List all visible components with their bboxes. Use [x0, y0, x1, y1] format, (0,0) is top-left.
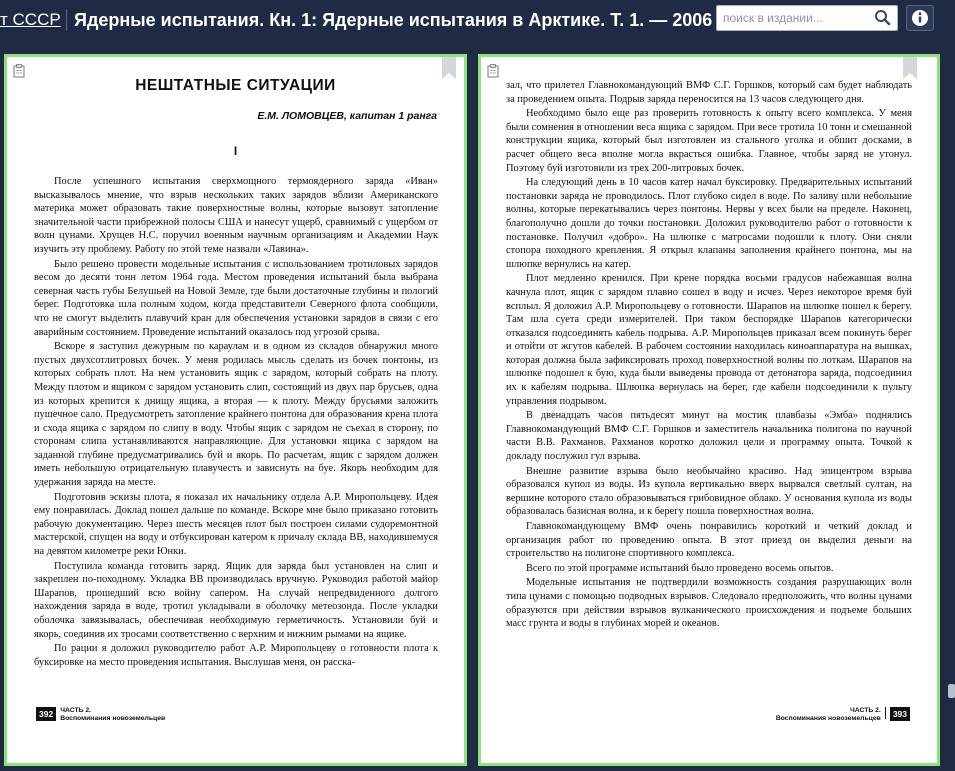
paragraph: зал, что прилетел Главнокомандующий ВМФ С.Г. Горшков, который сам будет наблюдать за проведением опыта. Подрыв заряда переносится на 13 часов следующего дня. [506, 80, 912, 105]
section-number: I [233, 144, 238, 158]
footer-part-title: Воспоминания новоземельцев [775, 715, 881, 722]
bookmark-icon[interactable] [442, 57, 456, 79]
footer-part-title: Воспоминания новоземельцев [60, 715, 166, 722]
paragraph: По рации я доложил руководителю работ А.Р. Миропольцеву о готовности плота к буксировке на место проведения испытания. Выслушав меня, он расска- [34, 643, 438, 668]
page-note-icon[interactable] [13, 64, 25, 78]
paragraph: Было решено провести модельные испытания с использованием тротиловых зарядов весом до десяти тонн летом 1964 года. Местом проведения испытаний была выбрана северная часть губы Белушьей на Новой Земле, где были достаточные глубины и пологий берег. Подготовка шла полным ходом, когда представители Северного флота сообщили, что не смогут выделить плавучий кран для обеспечения установки зарядов в связи с его аварийным состоянием. Проведение испытаний оказалось под угрозой срыва. [34, 258, 438, 338]
left-page-text [34, 175, 438, 669]
paragraph: Необходимо было еще раз проверить готовность к опыту всего комплекса. У меня были сомнения в отношении веса ящика с зарядом. При весе тротила 10 тонн и смешанной конструкции ящика, который был изготовлен из стального уголка и обшит досками, в расчет общего веса вполне могла вкрасться ошибка. Главное, чтобы заряд не утонул. Поэтому буй изготовили из трех 200-литровых бочек. [506, 108, 912, 174]
footer-part: ЧАСТЬ 2. [849, 707, 881, 714]
right-page-text [506, 79, 912, 631]
paragraph: Главнокомандующему ВМФ очень понравились короткий и четкий доклад и организация работ по проведению опыта. В этот приезд он выделил деньги на строительство на полигоне спортивного комплекса. [506, 521, 912, 560]
top-bar [0, 0, 955, 40]
paragraph: После успешного испытания сверхмощного термоядерного заряда «Иван» высказывалось мнение, что взрыв нескольких таких зарядов вблизи Американского материка может образовать такие поверхностные волны, которые вызовут затопление значительной части прибрежной полосы США и нанесут ущерб, сравнимый с ущербом от волн цунами. Хрущев Н.С. поручил военным научным организациям и Академии Наук изучить эту проблему. Работу по этой теме назвали «Лавина». [34, 176, 438, 255]
bookmark-icon[interactable] [903, 57, 917, 79]
page-number: 393 [890, 707, 910, 721]
breadcrumb-link[interactable]: т СССР [0, 10, 61, 29]
paragraph: В двенадцать часов пятьдесят минут на мостик плавбазы «Эмба» поднялись Главнокомандующий ВМФ С.Г. Горшков и заместитель начальника полигона по научной части В.В. Рахманов. Рахманов коротко доложил цели и программу опыта. Точкой к докладу послужил гул взрыва. [506, 410, 912, 463]
paragraph: Поступила команда готовить заряд. Ящик для заряда был установлен на слип и закреплен по-походному. Укладка ВВ производилась вручную. Руководил работой майор Шарапов, прошедший всю войну сапером. На случай непредвиденного долгого нахождения заряда в воде, тротил укладывали в оболочку метеозонда. После укладки оболочка завязывалась, обеспечивая необходимую герметичность. Установили буй и якорь, соединив их тросами соответственно с верхним и нижним рымами на ящике. [34, 560, 438, 640]
paragraph: Вскоре я заступил дежурным по караулам и в одном из складов обнаружил много пустых двухсотлитровых бочек. У меня родилась мысль сделать из бочек понтоны, из которых собрать плот. На нем установить ящик с зарядом, который собрать на плоту. Между плотом и ящиком с зарядом установить слип, состоящий из двух пар брусьев, одна из которых крепится к днищу ящика, а вторая — к плоту. Между брусьями заложить пушечное сало. Предусмотреть затопление крайнего понтона для образования крена плота и схода ящика с зарядом по слипу в воду. Чтобы ящик с зарядом не съехал в сторону, по сторонам слипа устанавливаются направляющие. Для установки ящика с зарядом на заданной глубине предусматривались буй и якорь. По расчетам, ящик с зарядом должен иметь небольшую отрицательную плавучесть и зависнуть на буе. Якорь необходим для удержания заряда на месте. [34, 341, 438, 489]
book-page-left[interactable] [4, 54, 467, 766]
footer-part: ЧАСТЬ 2. [60, 707, 92, 714]
search-input[interactable] [717, 6, 867, 30]
info-icon [907, 6, 933, 30]
page-footer [36, 707, 165, 725]
footer-label [60, 707, 165, 723]
footer-divider [885, 707, 886, 719]
paragraph: Всего по этой программе испытаний было проведено восемь опытов. [526, 562, 834, 574]
paragraph: Модельные испытания не подтвердили возможность создания разрушающих волн типа цунами с помощью подводных взрывов. Следовало предположить, что волны цунами образуются при действии взрывов вулканического происхождения и подъеме больших масс грунта и воды в глубинах морей и океанов. [506, 577, 912, 630]
scrollbar-thumb[interactable] [948, 684, 955, 698]
info-button[interactable] [906, 5, 934, 31]
page-footer [776, 707, 910, 725]
search-icon[interactable] [873, 9, 893, 27]
article-author: Е.М. ЛОМОВЦЕВ, капитан 1 ранга [257, 110, 437, 122]
page-note-icon[interactable] [487, 64, 499, 78]
search-box [716, 5, 898, 31]
paragraph: Плот медленно кренился. При крене порядка восьми градусов набежавшая волна качнула плот, ящик с зарядом плавно сошел в воду и исчез. Через некоторое время буй всплыл. Я доложил А.Р. Миропольцеву о готовности. Шарапов на шлюпке пошел к берегу. Там шла суета среди измерителей. При таком беспорядке Шарапов категорически отказался подсоединять кабель подрыва. А.Р. Миропольцев приказал всем покинуть берег и отойти от жгутов кабелей. В рабочем состоянии находилась киноаппаратура на вышках, которая должна была зафиксировать проход поверхностной волны по лоткам. Шарапов на шлюпке подошел к бую, куда были выведены провода от детонатора заряда, подсоединил их к кабелям подрыва. Шлюпка вернулась на берег, где кабели подсоединили к пульту управления подрывом. [506, 273, 912, 407]
paragraph: Внешне развитие взрыва было необычайно красиво. Над эпицентром взрыва образовался купол из воды. Из купола вертикально вверх вырвался светлый султан, на вершине которого стало образовываться грибовидное облако. У основания купола из воды образовалась базисная волна, и к берегу пошла поверхностная волна. [506, 465, 912, 518]
page-number: 392 [36, 707, 56, 721]
header-divider [66, 9, 67, 31]
paragraph: Подготовив эскизы плота, я показал их начальнику отдела А.Р. Миропольцеву. Идея ему понравилась. Доклад пошел дальше по команде. Вскоре мне было приказано готовить рабочую документацию. Через шесть месяцев плот был построен силами судоремонтной мастерской, спущен на воду и отбуксирован катером к причалу склада ВВ, находившемуся на девятом километре реки Юнки. [34, 491, 438, 558]
article-title: НЕШТАТНЫЕ СИТУАЦИИ [135, 77, 336, 94]
footer-label [776, 707, 881, 723]
publication-title: Ядерные испытания. Кн. 1: Ядерные испытания в Арктике. Т. 1. — 2006 [74, 10, 713, 30]
book-page-right[interactable] [478, 54, 940, 766]
paragraph: На следующий день в 10 часов катер начал буксировку. Предварительных испытаний постановки заряда не проводилось. Плот глубоко сидел в воде. По заливу шли небольшие волны, которые перекатывались через понтоны. Нервы у всех были на пределе. Наконец, благополучно дошли до точки постановки. Доложил руководителю работ о готовности к постановке. Получил «добро». На шлюпке с матросами подошли к плоту. Они сняли стопора походного крепления. Я открыл клапаны заполнения крайнего понтона, мы на шлюпке вернулись на катер. [506, 177, 912, 270]
